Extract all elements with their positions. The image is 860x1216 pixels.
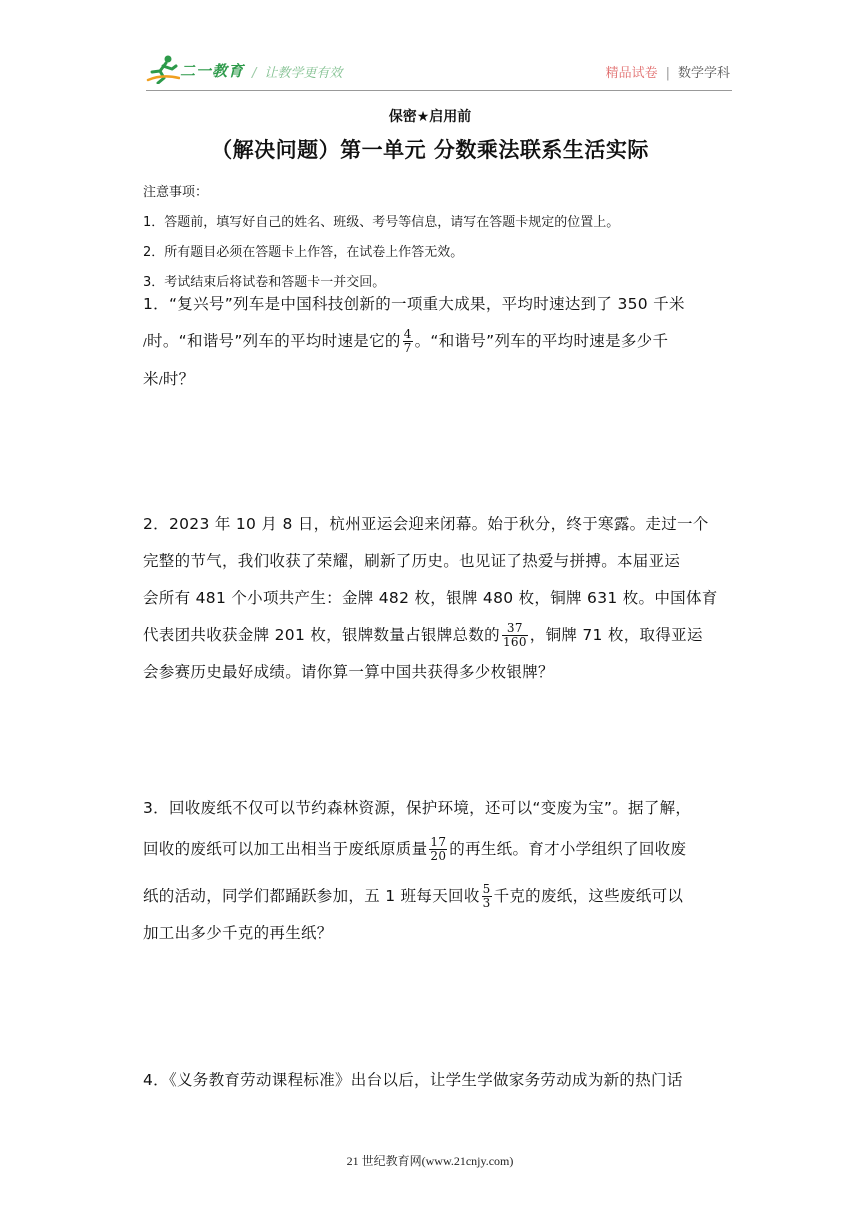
question-line	[143, 323, 733, 361]
question-line: 1．“复兴号”列车是中国科技创新的一项重大成果，平均时速达到了 350 千米	[143, 295, 685, 313]
question-text: 米	[143, 370, 159, 388]
fraction	[429, 836, 447, 863]
slogan-text: 让教学更有效	[264, 66, 343, 81]
slash: /	[158, 374, 163, 387]
question-line: 会参赛历史最好成绩。请你算一算中国共获得多少枚银牌？	[143, 663, 554, 681]
question-2	[143, 506, 733, 691]
running-man-logo-icon	[146, 54, 180, 84]
slash: /	[143, 336, 148, 349]
fraction-denominator: 20	[430, 849, 447, 863]
fraction-numerator: 4	[403, 327, 412, 341]
tag-separator: |	[665, 66, 670, 81]
question-line: 4．《义务教育劳动课程标准》出台以后，让学生学做家务劳动成为新的热门话	[143, 1071, 683, 1089]
question-text: 回收的废纸可以加工出相当于废纸原质量	[143, 840, 428, 858]
fraction	[482, 883, 492, 910]
question-text: 纸的活动，同学们都踊跃参加，五 1 班每天回收	[143, 887, 480, 905]
question-text: 代表团共收获金牌 201 枚，银牌数量占银牌总数的	[143, 626, 500, 644]
question-text: 时。“和谐号”列车的平均时速是它的	[147, 332, 401, 350]
fraction-numerator: 17	[430, 835, 447, 849]
page-title: （解决问题）第一单元 分数乘法联系生活实际	[211, 138, 649, 162]
notes-section	[143, 178, 619, 298]
tag-quality-paper: 精品试卷	[605, 66, 658, 81]
question-text: 千克的废纸，这些废纸可以	[493, 887, 684, 905]
notes-item: 3．考试结束后将试卷和答题卡一并交回。	[143, 275, 386, 290]
question-text: 。“和谐号”列车的平均时速是多少千	[414, 332, 669, 350]
question-line: 完整的节气，我们收获了荣耀，刷新了历史。也见证了热爱与拼搏。本届亚运	[143, 552, 681, 570]
question-4	[143, 1062, 733, 1099]
question-line: 3．回收废纸不仅可以节约森林资源，保护环境，还可以“变废为宝”。据了解，	[143, 799, 692, 817]
brand-slogan	[252, 62, 342, 81]
notes-item: 2．所有题目必须在答题卡上作答，在试卷上作答无效。	[143, 245, 464, 260]
notes-heading: 注意事项：	[143, 185, 209, 200]
question-line: 2．2023 年 10 月 8 日，杭州亚运会迎来闭幕。始于秋分，终于寒露。走过一个	[143, 515, 709, 533]
fraction-numerator: 5	[482, 882, 491, 896]
slogan-separator: /	[252, 66, 257, 81]
question-1	[143, 286, 733, 399]
fraction-denominator: 7	[403, 341, 412, 355]
question-line	[143, 361, 733, 399]
fraction-denominator: 3	[482, 896, 491, 910]
notes-item: 1．答题前，填写好自己的姓名、班级、考号等信息，请写在答题卡规定的位置上。	[143, 215, 620, 230]
header-divider	[146, 90, 732, 91]
question-line	[143, 617, 733, 654]
fraction	[403, 328, 413, 355]
fraction-denominator: 160	[502, 635, 527, 649]
fraction	[502, 622, 528, 649]
question-text: 时？	[162, 370, 195, 388]
question-text: ，铜牌 71 枚，取得亚运	[529, 626, 703, 644]
fraction-numerator: 37	[506, 621, 523, 635]
question-line	[143, 831, 733, 868]
header-tags	[606, 62, 730, 81]
question-line	[143, 878, 733, 915]
question-3	[143, 790, 733, 952]
question-text: 的再生纸。育才小学组织了回收废	[449, 840, 687, 858]
question-line: 会所有 481 个小项共产生：金牌 482 枚，银牌 480 枚，铜牌 631 枚。中国体育	[143, 589, 718, 607]
tag-subject: 数学学科	[677, 66, 730, 81]
confidential-label: 保密★启用前	[388, 109, 472, 125]
page-header	[0, 0, 860, 96]
question-line: 加工出多少千克的再生纸？	[143, 924, 333, 942]
brand-name: 二一教育	[180, 62, 245, 80]
page-footer: 21 世纪教育网(www.21cnjy.com)	[346, 1154, 514, 1168]
